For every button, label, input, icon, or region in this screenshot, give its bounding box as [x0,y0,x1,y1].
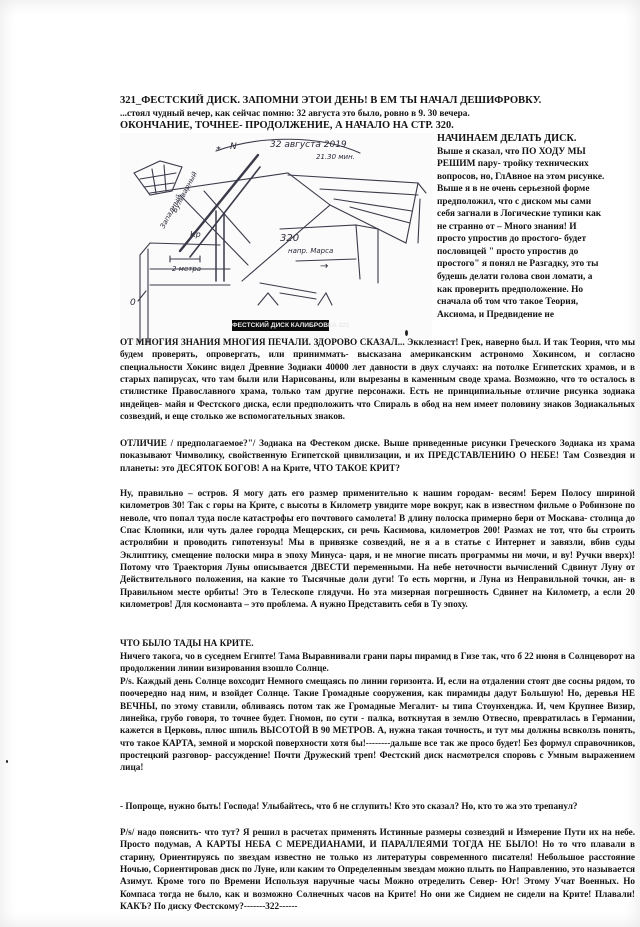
right-column [437,133,635,321]
body-paragraph-3: Ну, правильно – остров. Я могу дать его размер применительно к нашим городам- весям! Берем Полосу шириной километров 30! Так с горы на Крите, с высоты в Километр увидите море вокруг, как в известном фильме о Робинзоне по неволе, что попал туда после катастрофы его почтового самолета! В длину полоска примерно бери от Москава- столица до Спас Клопики, или чуть далее городца Мещерских, си речь Касимова, километров 200! Размах не тот, что бы строить астролябии и проводить гипотензуы! Мы в привязке созвездий, не я а в статье с Интернет и завязли, вбив суды Эклиптику, смещение полоски мира в эпоху Минуса- царя, и не многие писать программы ни мочи, и ву! Ручки вверх)! Потому что Траектория Луны описывается ДВЕСТИ переменными. На небе неточности вычислений Сдвинут Луну от Действительного положения, на какие то Тысячные доли дуги! То есть моргни, и Луна из Неправильной точки, ан- в Правильном месте орбиты! Это в Телескопе глядучи. Но эта мизерная погрешность Сдвинет на Километр, а если 20 километров! Для космонавта – это проблема. А нужно Представить себя в Ту эпоху. [120,488,635,610]
sketch-star-label: * [216,145,221,156]
header-continuation: ОКОНЧАНИЕ, ТОЧНЕЕ- ПРОДОЛЖЕНИЕ, А НАЧАЛО НА СТР. 320. [120,120,454,131]
body-heading-crete: ЧТО БЫЛО ТАДЫ НА КРИТЕ. [120,638,254,648]
hand-drawn-sketch [120,133,432,347]
header-subtitle: ...стоял чудный вечер, как сейчас помню: 32 августа это было, ровно в 9. 30 вечера. [120,109,470,119]
body-paragraph-4: Ничего такога, чо в суседнем Египте! Тама Выравнивали грани пары пирамид в Гизе так, что б 22 июня в Солнцеворот на продолжении линии визирования взошло Солнце. [120,651,635,674]
column-line: себя загнали в Логические тупики как [437,209,602,220]
body-paragraph-2: ОТЛИЧИЕ / предполагаемое?"/ Зодиака на Фестеком диске. Выше приведенные рисунки Греческого Зодиака из храма показывают Чимволику, свойственную Египетской цивилизации, и их ПРЕДСТАВЛЕНИЮ О НЕБЕ! Там Созвездия и планеты: это ДЕСЯТОК БОГОВ! А на Крите, ЧТО ТАКОЕ КРИТ? [120,438,635,473]
column-line: будешь делати голова свои ломати, а [437,272,593,283]
column-line: простого" я понял не Разгадку, это ты [437,259,599,270]
column-line: вопросов, но, ГлАвное на этом рисунке. [437,171,605,182]
scan-speck [6,760,8,763]
scan-speck [405,330,408,336]
header-title: 321_ФЕСТСКИЙ ДИСК. ЗАПОМНИ ЭТОИ ДЕНЬ! В ЕМ ТЫ НАЧАЛ ДЕШИФРОВКУ. [120,95,542,106]
body-paragraph-5: P/s. Каждый день Солнце вохсодит Немного смещаясь по линии горизонта. И, если на отдалении стоят две сосны рядом, то поочередно над ним, и взойдет Солнце. Такие Громадные сооружения, как пирамиды дадут Большую! Но, деревья НЕ ВЕЧНЫ, по этому ставили, обливаясь потом так же Громадные Мегалит- ы типа Стоунхенджа. И, чем Крупнее Визир, линейка, грубо говоря, то точнее будет. Гномон, по сути - палка, воткнутая в землю Отвесно, превратилась в Германии, кажется в Церковь, плюс шпиль ВЫСОТОЙ В 90 МЕТРОВ. А, нужна такая точность, и тут мы должны всвколзь понять, что такое КАРТА, земной и морской поверхности хотя бы!--------дальше все так же просо будет! Без формул справочников, простецкий разговор- рассуждение! Почти Дружеский треп! Фестский диск насмотрелся споровь с Умным выражением лица! [120,676,635,773]
column-line: просто упростив до простого- будет [437,234,587,245]
sketch-side-label-2: Западный [158,193,184,230]
sketch-date-note: 32 августа 2019 [270,140,347,150]
sketch-arrow-label: → [320,261,329,272]
body-paragraph-6: - Попроще, нужно быть! Господа! Улыбайтесь, что б не сглупить! Кто это сказал? Но, кто то жа это трепанул? [120,801,578,811]
sketch-direction-note: напр. Марса [288,247,334,255]
column-line: предположил, что с диском мы сами [437,196,592,207]
column-line: сначала об том что такое Теория, [437,297,579,308]
column-line: как проверить предположение. Но [437,284,584,295]
column-line: РЕШИМ пару- тройку технических [437,159,589,170]
sketch-time-note: 21.30 мин. [316,153,355,161]
sketch-width-label: 2 метра [172,265,202,273]
body-paragraph-7: P/s/ надо пояснить- что тут? Я решил в расчетах применять Истинные размеры созвездий и Измерение Пути их на небе. Просто подумав, А КАРТЫ НЕБА С МЕРЕДИАНАМИ, И ПАРАЛЛЕЯМИ ТОГДА НЕ БЫЛО! Но то что плавали в старину, Ориентируясь по звездам известно не только из литературы современного писателя! Небольшое расстояние Ночью, Сориентировав диск по Луне, или каким то Определенным звездам можно плыть по Направлению, это называется Азимут. Кроме того по Времени Используя наручные часы Можно отределить Север- Юг! Этому Учат Военных. Но Компаса тогда не было, как и возможно Солнечных часов на Крите! Но они же Сидием не сидели на Крите! Плавали! КАКЪ? По диску Фестскому?-------322------ [120,827,635,912]
column-line: не странно от – Много знания! И [437,221,577,232]
column-line: пословицей " просто упростив до [437,246,579,257]
column-heading: НАЧИНАЕМ ДЕЛАТЬ ДИСК. [437,133,577,144]
sketch-caption: ФЕСТСКИЙ ДИСК КАЛИБРОВКА 321 [232,322,350,329]
sketch-background [120,133,432,347]
column-line: Выше я сказал, что ПО ХОДУ МЫ [437,146,586,157]
sketch-zero-label: 0 [130,298,136,308]
column-line: Аксиома, и Предвидение не [437,309,554,320]
body-paragraph-1: ОТ МНОГИЯ ЗНАНИЯ МНОГИЯ ПЕЧАЛИ. ЗДОРОВО СКАЗАЛ... Экклезиаст! Грек, наверно был. И так Теория, что мы будем проверять, опровергать, или приниммать- высказана американским астрономо Хокинсом, и согласно специальности Хокинс видел Древние Зодиаки 40000 лет давности в двух случаях: на потолке Египетских храмов, и в старых папирусах, что там были или Нарисованы, или вырезаны в каменным своде храма. Возможно, что то осталось в стилистике Православного храма, только там другие персонажи. Есть не принципиальные отличие рисунка зодиака индейцев- майя и Фестского диска, если предположить что Спираль в обод на нем имеет половину знаков Зодиакальных созвездий, и еще столько же вспомогательных знаков. [120,337,635,422]
sketch-page-ref: 320 [280,233,300,244]
sketch-side-label-3: Кр [190,230,201,239]
column-line: Выше я в не очень серьезной форме [437,184,590,195]
sketch-side-label-1: Бульварный [170,170,199,214]
sketch-n-label: N [230,142,237,152]
